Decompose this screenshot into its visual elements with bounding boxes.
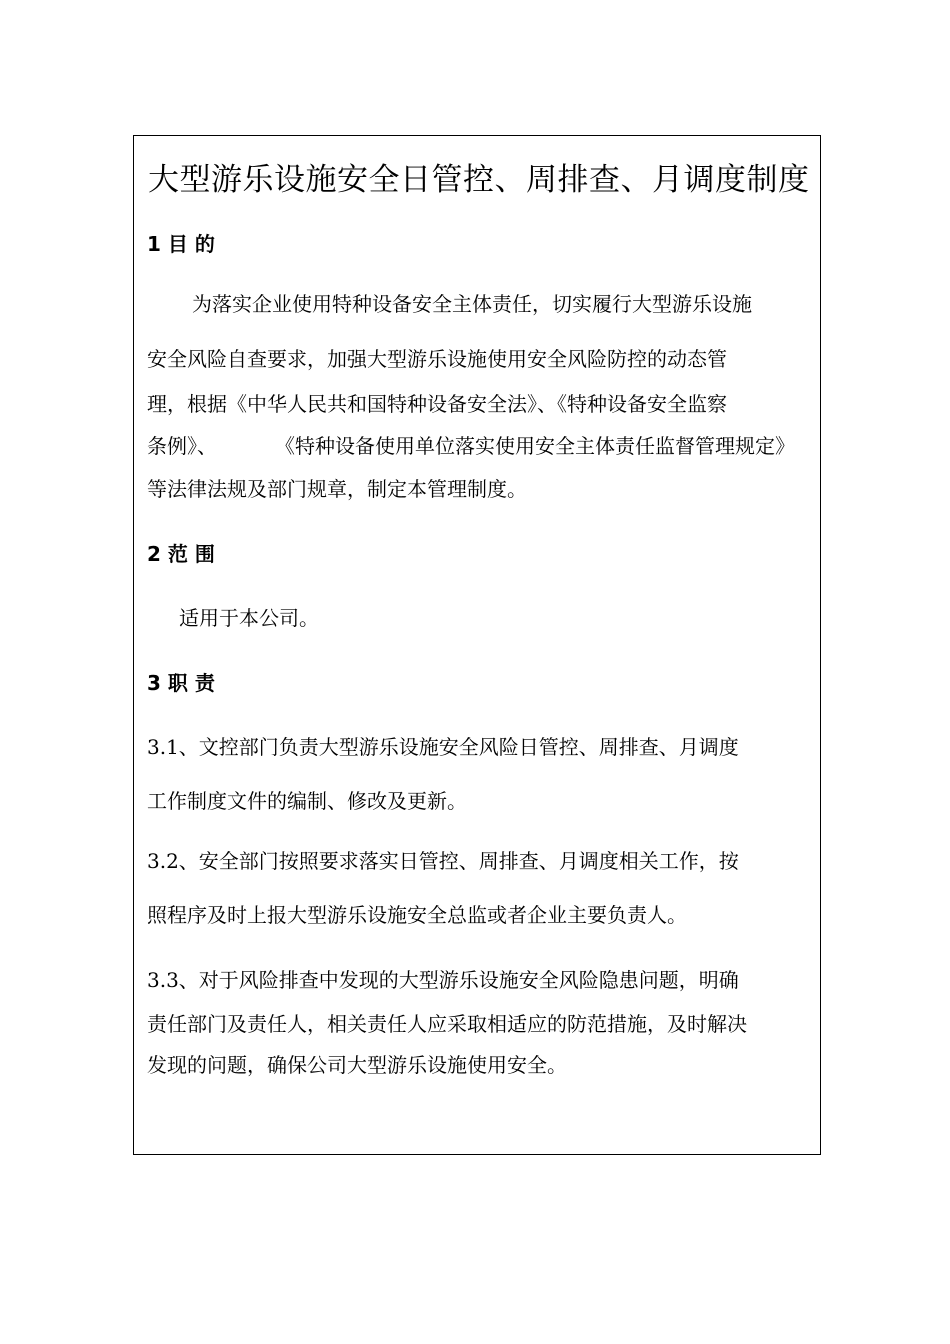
document-frame [133,135,821,1155]
purpose-line-3: 理，根据《中华人民共和国特种设备安全法》、《特种设备安全监察 [147,392,727,416]
purpose-line-1: 为落实企业使用特种设备安全主体责任，切实履行大型游乐设施 [192,292,752,316]
document-title: 大型游乐设施安全日管控、周排查、月调度制度 [148,162,810,198]
duty-3-2-line-1: 3.2、安全部门按照要求落实日管控、周排查、月调度相关工作，按 [147,849,739,873]
duty-3-1-line-1: 3.1、文控部门负责大型游乐设施安全风险日管控、周排查、月调度 [147,735,739,759]
duty-3-3-line-2: 责任部门及责任人，相关责任人应采取相适应的防范措施，及时解决 [147,1012,747,1036]
duty-3-2-line-2: 照程序及时上报大型游乐设施安全总监或者企业主要负责人。 [147,903,687,927]
section-heading-duties: 3 职 责 [147,671,215,695]
purpose-line-4a: 条例》、 [147,434,217,458]
duty-3-1-line-2: 工作制度文件的编制、修改及更新。 [147,789,467,813]
purpose-line-4 [147,430,795,459]
section-heading-scope: 2 范 围 [147,542,215,566]
section-heading-purpose: 1 目 的 [147,232,215,256]
purpose-line-4b: 《特种设备使用单位落实使用安全主体责任监督管理规定》 [275,434,795,458]
purpose-line-2: 安全风险自查要求，加强大型游乐设施使用安全风险防控的动态管 [147,347,727,371]
duty-3-3-line-3: 发现的问题，确保公司大型游乐设施使用安全。 [147,1053,567,1077]
purpose-line-5: 等法律法规及部门规章，制定本管理制度。 [147,477,527,501]
scope-line-1: 适用于本公司。 [179,606,319,630]
duty-3-3-line-1: 3.3、对于风险排查中发现的大型游乐设施安全风险隐患问题，明确 [147,968,739,992]
